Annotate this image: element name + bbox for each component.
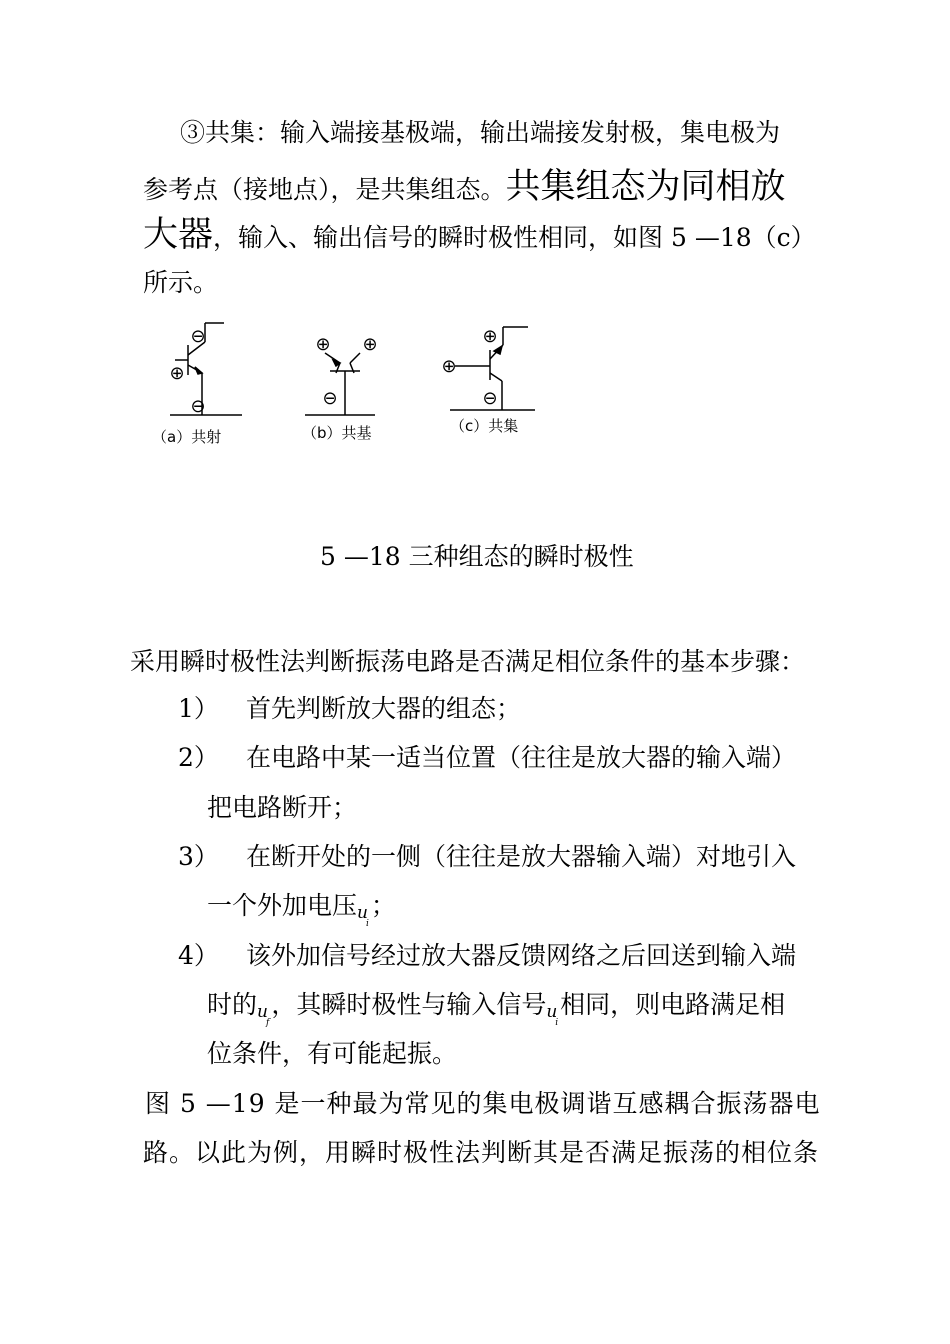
step-number: 4） (178, 941, 219, 970)
math-sub-i: i (555, 1018, 559, 1028)
step-1 (178, 692, 521, 726)
minus-symbol: ⊖ (482, 388, 498, 409)
caption-common-collector: （c）共集 (450, 417, 519, 435)
step-text: 时的 (207, 990, 258, 1019)
common-base-diagram (305, 353, 375, 415)
minus-symbol: ⊖ (190, 396, 206, 417)
step-3-line2 (207, 889, 396, 929)
closing-line1: 图 5 —19 是一种最为常见的集电极调谐互感耦合振荡器电 (145, 1089, 821, 1118)
step-text: 首先判断放大器的组态； (246, 694, 522, 723)
math-u: u (257, 1002, 268, 1022)
para1-line3 (143, 215, 816, 255)
closing-line2: 路。以此为例，用瞬时极性法判断其是否满足振荡的相位条 (143, 1138, 820, 1167)
step-text: ，其瞬时极性与输入信号 (271, 990, 547, 1019)
step-text: 在电路中某一适当位置（往往是放大器的输入端） (246, 743, 797, 772)
step-2-line2: 把电路断开； (207, 793, 358, 822)
plus-symbol: ⊕ (315, 334, 331, 355)
para1-line4: 所示。 (143, 268, 219, 297)
figure-caption: 5 —18 三种组态的瞬时极性 (320, 542, 634, 571)
math-sub-i: i (365, 919, 369, 929)
para1-line3-text: ，输入、输出信号的瞬时极性相同，如图 5 —18（c） (213, 223, 816, 252)
caption-common-emitter: （a）共射 (152, 428, 222, 446)
step-text: 该外加信号经过放大器反馈网络之后回送到输入端 (246, 941, 797, 970)
para1-line2-text: 参考点（接地点），是共集组态。 (143, 175, 506, 204)
transistor-polarity-figure (150, 315, 550, 455)
step-3 (178, 840, 796, 874)
caption-common-base: （b）共基 (302, 424, 372, 442)
step-text: 在断开处的一侧（往往是放大器输入端）对地引入 (246, 842, 797, 871)
step-text: 相同，则电路满足相 (560, 990, 786, 1019)
step-number: 1） (178, 694, 219, 723)
para1-emphasis-1: 共集组态为同相放 (505, 167, 786, 207)
para1-emphasis-2: 大器 (143, 215, 214, 255)
plus-symbol: ⊕ (482, 326, 498, 347)
step-4-line3: 位条件，有可能起振。 (207, 1039, 458, 1068)
para1-line1: ③共集：输入端接基极端，输出端接发射极，集电极为 (180, 118, 781, 147)
step-4-line2 (207, 988, 785, 1028)
plus-symbol: ⊕ (362, 334, 378, 355)
math-u: u (546, 1002, 558, 1022)
step-number: 3） (178, 842, 219, 871)
minus-symbol: ⊖ (322, 388, 338, 409)
math-sub-f: f (265, 1018, 270, 1028)
step-text: ； (370, 891, 396, 920)
steps-intro: 采用瞬时极性法判断振荡电路是否满足相位条件的基本步骤： (130, 647, 806, 676)
step-number: 2） (178, 743, 219, 772)
plus-symbol: ⊕ (441, 356, 457, 377)
step-text: 一个外加电压 (207, 891, 358, 920)
step-2 (178, 741, 796, 775)
step-4 (178, 939, 796, 973)
plus-symbol: ⊕ (169, 363, 185, 384)
minus-symbol: ⊖ (190, 326, 206, 347)
math-u: u (357, 903, 368, 923)
para1-line2 (143, 167, 786, 207)
